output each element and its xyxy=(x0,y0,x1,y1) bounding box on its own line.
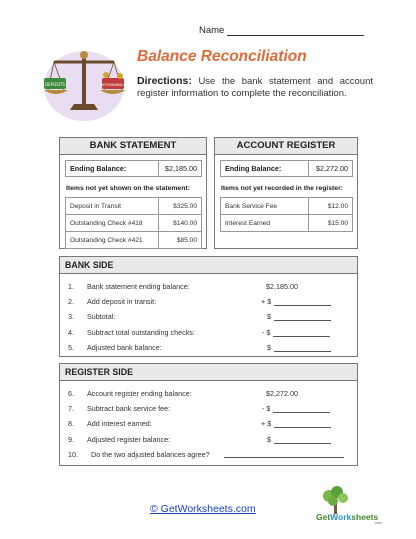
line-text: Do the two adjusted balances agree? xyxy=(91,449,210,459)
line-text: Adjusted register balance: xyxy=(87,434,171,444)
copyright-symbol: © xyxy=(150,503,158,515)
line-prefix: - $ xyxy=(262,327,271,337)
bank-ending-label: Ending Balance: xyxy=(66,161,159,176)
list-item xyxy=(60,328,357,343)
line-number: 1. xyxy=(68,282,74,291)
line-number: 4. xyxy=(68,327,74,337)
register-ending-label: Ending Balance: xyxy=(221,161,309,176)
list-item xyxy=(60,419,357,434)
answer-blank[interactable] xyxy=(274,299,331,306)
line-text: Account register ending balance: xyxy=(87,389,192,398)
line-text: Add interest earned: xyxy=(87,419,152,429)
line-prefix: + $ xyxy=(261,297,272,307)
list-item xyxy=(60,312,357,327)
item-value: $140.00 xyxy=(159,215,202,232)
line-number: 6. xyxy=(68,389,74,398)
line-number: 10. xyxy=(68,449,78,459)
name-label: Name xyxy=(199,25,225,36)
item-label: Bank Service Fee xyxy=(221,198,309,215)
list-item xyxy=(60,435,357,450)
line-prefix: $ xyxy=(267,312,271,322)
table-row xyxy=(221,215,353,232)
item-label: Interest Earned xyxy=(221,215,309,232)
bank-statement-box xyxy=(59,137,207,249)
account-register-title: ACCOUNT REGISTER xyxy=(215,138,357,155)
line-prefix: $ xyxy=(267,434,271,444)
bank-items-table xyxy=(65,197,202,249)
item-value: $12.00 xyxy=(309,198,353,215)
footer-link[interactable] xyxy=(150,503,256,515)
list-item xyxy=(60,297,357,312)
register-ending-balance-row xyxy=(220,160,353,177)
list-item xyxy=(60,389,357,404)
register-ending-value: $2,272.00 xyxy=(316,164,348,173)
table-row xyxy=(66,232,202,249)
footer-link-text[interactable]: GetWorksheets.com xyxy=(160,503,256,515)
logo-work: Work xyxy=(330,512,352,522)
line-text: Subtract total outstanding checks: xyxy=(87,327,195,337)
line-prefix: $ xyxy=(267,342,271,352)
list-item xyxy=(60,343,357,358)
line-prefix: - $ xyxy=(262,404,271,414)
table-row xyxy=(66,198,202,215)
bank-side-title: BANK SIDE xyxy=(60,257,357,274)
logo-sheets: sheets xyxy=(351,512,379,522)
withdrawals-tag: WITHDRAWALS xyxy=(101,83,125,87)
name-field[interactable] xyxy=(199,25,364,36)
item-value: $85.00 xyxy=(159,232,202,249)
item-label: Outstanding Check #421 xyxy=(66,232,159,249)
deposits-tag: DEPOSITS xyxy=(45,82,65,87)
account-register-box xyxy=(214,137,358,249)
line-number: 9. xyxy=(68,434,74,444)
line-text: Add deposit in transit: xyxy=(87,297,157,307)
line-amount: $2,272.00 xyxy=(266,389,298,398)
line-amount: $2,185.00 xyxy=(266,282,298,291)
line-prefix: + $ xyxy=(261,419,272,429)
answer-blank[interactable] xyxy=(274,345,331,352)
directions xyxy=(137,76,373,99)
item-label: Deposit in Transit xyxy=(66,198,159,215)
bank-side-section xyxy=(59,256,358,357)
answer-blank[interactable] xyxy=(274,314,331,321)
bank-items-label: Items not yet shown on the statement: xyxy=(66,185,190,192)
logo-text xyxy=(316,512,378,522)
answer-blank[interactable] xyxy=(273,406,330,413)
register-items-label: Items not yet recorded in the register: xyxy=(221,185,343,192)
line-text: Bank statement ending balance: xyxy=(87,282,190,291)
answer-blank[interactable] xyxy=(224,454,344,458)
list-item xyxy=(60,404,357,419)
register-items-table xyxy=(220,197,353,232)
table-row xyxy=(221,198,353,215)
item-value: $325.00 xyxy=(159,198,202,215)
line-number: 7. xyxy=(68,404,74,414)
line-number: 3. xyxy=(68,312,74,322)
bank-ending-value: $2,185.00 xyxy=(165,164,197,173)
answer-blank[interactable] xyxy=(274,437,331,444)
bank-statement-title: BANK STATEMENT xyxy=(60,138,206,155)
directions-text: Use the bank statement and account register information to complete the reconciliation. xyxy=(137,76,373,99)
item-value: $15.00 xyxy=(309,215,353,232)
name-blank[interactable] xyxy=(227,27,364,36)
register-side-section xyxy=(59,363,358,466)
balance-scale-illustration xyxy=(40,42,128,122)
item-label: Outstanding Check #418 xyxy=(66,215,159,232)
directions-label: Directions: xyxy=(137,75,192,87)
line-text: Adjusted bank balance: xyxy=(87,342,162,352)
line-number: 8. xyxy=(68,419,74,429)
list-item xyxy=(60,450,357,465)
line-number: 5. xyxy=(68,342,74,352)
table-row xyxy=(66,215,202,232)
page-title: Balance Reconciliation xyxy=(137,48,307,65)
answer-blank[interactable] xyxy=(274,421,331,428)
list-item xyxy=(60,282,357,297)
logo-get: Get xyxy=(316,512,331,522)
register-side-title: REGISTER SIDE xyxy=(60,364,357,381)
line-text: Subtract bank service fee: xyxy=(87,404,171,414)
line-text: Subtotal: xyxy=(87,312,116,322)
bank-ending-balance-row xyxy=(65,160,202,177)
logo-small: .com xyxy=(374,521,382,525)
answer-blank[interactable] xyxy=(273,330,330,337)
line-number: 2. xyxy=(68,297,74,307)
